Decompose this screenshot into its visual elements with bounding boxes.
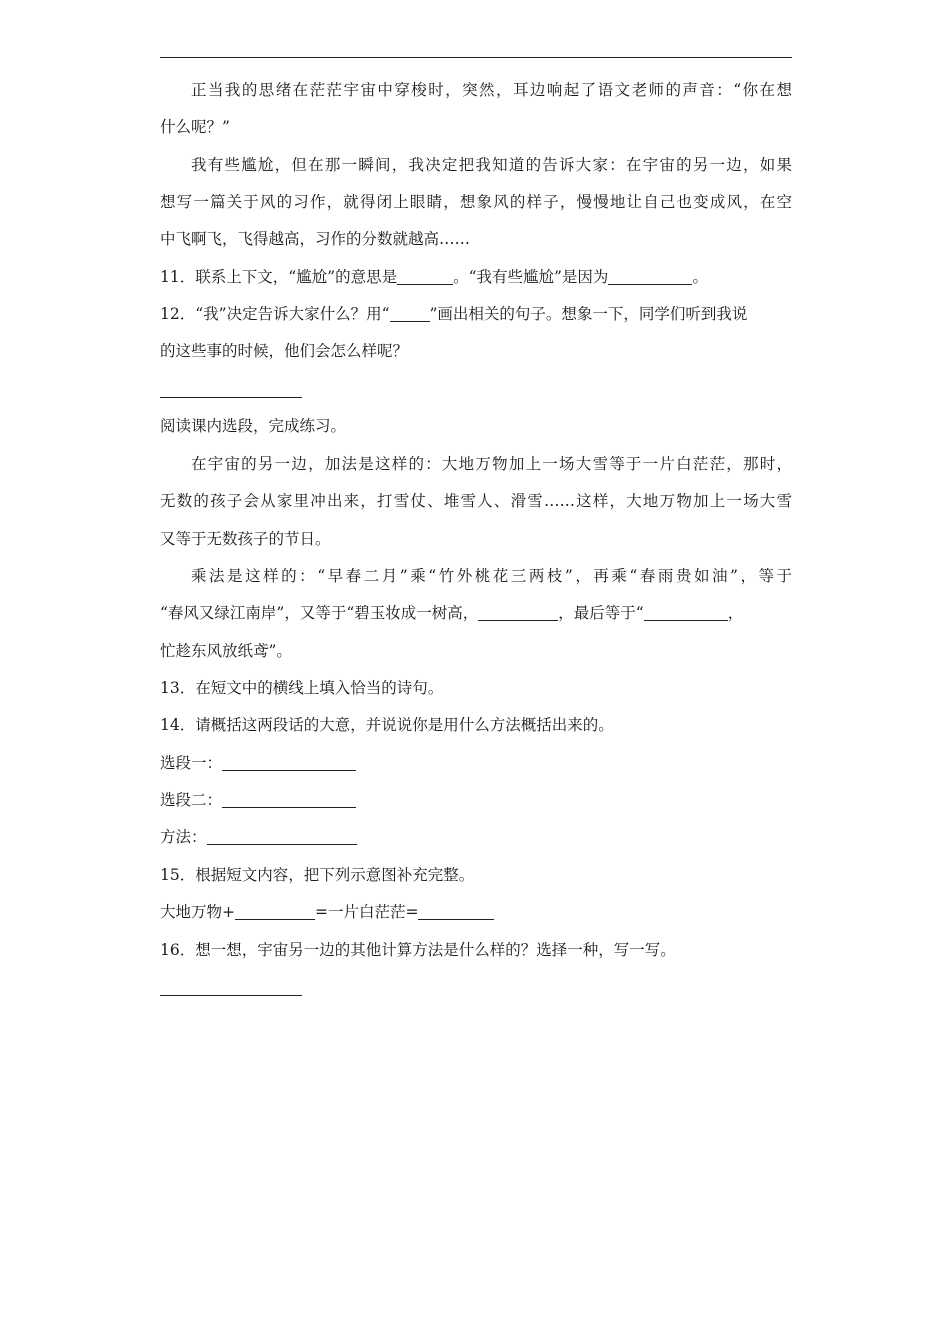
- question-12: 12．“我”决定告诉大家什么？用“ ”画出相关的句子。想象一下，同学们听到我说: [160, 305, 748, 323]
- q14-segment2: 选段二：: [160, 790, 792, 810]
- poem-blank-1[interactable]: [478, 604, 558, 621]
- q15-diagram: 大地万物+ =一片白茫茫=: [160, 902, 792, 922]
- passage1-para1-line2: 什么呢？”: [160, 118, 230, 136]
- question-11: 11．联系上下文，“尴尬”的意思是 。“我有些尴尬”是因为 。: [160, 268, 708, 286]
- poem-blank-2[interactable]: [644, 604, 728, 621]
- passage1-para1-line1: 正当我的思绪在茫茫宇宙中穿梭时，突然，耳边响起了语文老师的声音：“你在想: [191, 81, 792, 99]
- passage2-para1-line1: 在宇宙的另一边，加法是这样的：大地万物加上一场大雪等于一片白茫茫，那时，: [191, 455, 792, 473]
- q12-answer-line[interactable]: [160, 397, 302, 398]
- passage2-para2-line1: 乘法是这样的：“早春二月”乘“竹外桃花三两枝”，再乘“春雨贵如油”，等于: [191, 567, 792, 585]
- passage2-para1-line2: 无数的孩子会从家里冲出来，打雪仗、堆雪人、滑雪……这样，大地万物加上一场大雪: [160, 492, 792, 510]
- question-15: 15．根据短文内容，把下列示意图补充完整。: [160, 866, 475, 884]
- q15-blank-1[interactable]: [235, 903, 315, 920]
- q14-method-blank[interactable]: [207, 828, 357, 845]
- passage1-para2-line1: 我有些尴尬，但在那一瞬间，我决定把我知道的告诉大家：在宇宙的另一边，如果: [191, 156, 792, 174]
- passage2-para1-line3: 又等于无数孩子的节日。: [160, 530, 331, 548]
- q14-segment1: 选段一：: [160, 753, 792, 773]
- question-13: 13．在短文中的横线上填入恰当的诗句。: [160, 679, 444, 697]
- question-14: 14．请概括这两段话的大意，并说说你是用什么方法概括出来的。: [160, 716, 614, 734]
- q16-answer-line[interactable]: [160, 995, 302, 996]
- q15-blank-2[interactable]: [418, 903, 494, 920]
- section-intro: 阅读课内选段，完成练习。: [160, 417, 347, 435]
- q11-blank-meaning[interactable]: [397, 268, 453, 285]
- question-12-line2: 的这些事的时候，他们会怎么样呢？: [160, 342, 409, 360]
- q11-blank-reason[interactable]: [608, 268, 692, 285]
- q12-underline-sample: [390, 305, 430, 322]
- passage1-para2-line2: 想写一篇关于风的习作，就得闭上眼睛，想象风的样子，慢慢地让自己也变成风，在空: [160, 193, 792, 211]
- q14-method: 方法：: [160, 827, 792, 847]
- passage1-para2-line3: 中飞啊飞，飞得越高，习作的分数就越高……: [160, 230, 471, 248]
- q14-segment1-blank[interactable]: [222, 754, 356, 771]
- q14-segment2-blank[interactable]: [222, 791, 356, 808]
- passage2-para2-line3: 忙趁东风放纸鸢”。: [160, 642, 292, 660]
- question-16: 16．想一想，宇宙另一边的其他计算方法是什么样的？选择一种，写一写。: [160, 941, 676, 959]
- header-rule: [160, 57, 792, 58]
- passage2-para2-line2: “春风又绿江南岸”，又等于“碧玉妆成一树高， ，最后等于“ ，: [160, 604, 744, 622]
